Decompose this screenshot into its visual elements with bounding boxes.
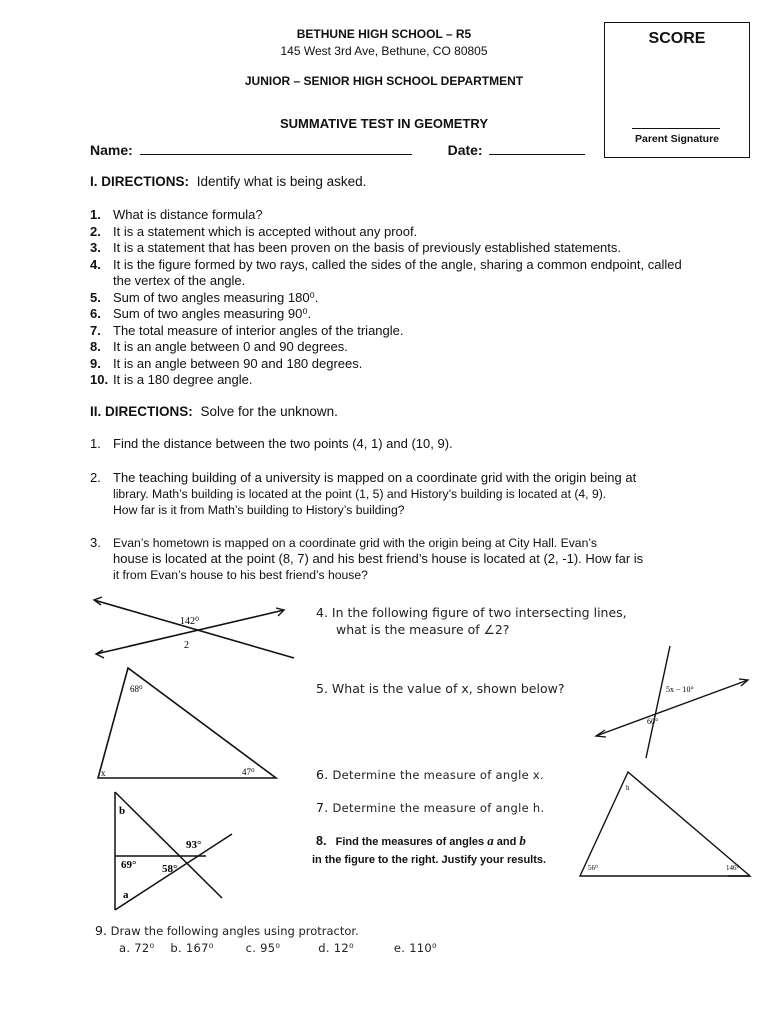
- list-item: 8. It is an angle between 0 and 90 degrees.: [90, 339, 348, 354]
- angle-47-label: 47⁰: [242, 767, 255, 777]
- angle-a-label: a: [123, 889, 129, 901]
- angle-58-label: 58°: [162, 863, 178, 875]
- list-item: 7. The total measure of interior angles of the triangle.: [90, 322, 404, 338]
- problem-6: 6. Determine the measure of angle x.: [316, 767, 544, 782]
- angle-68-label: 68⁰: [130, 684, 143, 694]
- option-e: e. 110⁰: [393, 941, 437, 955]
- signature-line: [632, 128, 720, 129]
- date-field[interactable]: [489, 142, 585, 155]
- list-item: 1. What is distance formula?: [90, 207, 263, 222]
- problem-1: 1. Find the distance between the two points (4, 1) and (10, 9).: [90, 436, 453, 451]
- part2-directions: [90, 404, 338, 419]
- angle-142-label: 142⁰: [180, 616, 200, 627]
- fig-crossing-lines-5x: [594, 640, 754, 760]
- fig-triangle-68-47: [92, 664, 282, 784]
- angle-2-label: 2: [184, 640, 189, 651]
- part1-directions: [90, 174, 366, 189]
- angle-93-label: 93°: [186, 839, 202, 851]
- problem-8: 8. Find the measures of angles a and b in the figure to the right. Justify your results.: [312, 833, 547, 866]
- angle-h-label: h: [626, 784, 630, 792]
- department: JUNIOR – SENIOR HIGH SCHOOL DEPARTMENT: [244, 74, 524, 88]
- school-name: BETHUNE HIGH SCHOOL – R5: [296, 27, 472, 41]
- option-c: c. 95⁰: [245, 941, 281, 955]
- problem-9: 9. Draw the following angles using protractor. a. 72⁰ b. 167⁰ c. 95⁰ d. 12⁰ e. 110⁰: [95, 923, 437, 955]
- list-item: 6. Sum of two angles measuring 90⁰.: [90, 306, 312, 321]
- angle-b-label: b: [119, 805, 126, 817]
- angle-146-label: 146⁰: [726, 864, 740, 872]
- problem-7: 7. Determine the measure of angle h.: [316, 800, 545, 815]
- angle-56-label: 56⁰: [588, 864, 598, 872]
- problem-2: 2. The teaching building of a university is mapped on a coordinate grid with the origin being at library. Math’s building is located at the point (1, 5) and History’s building is located at (4, 9). How far is it from Math’s building to History’s building?: [90, 470, 637, 517]
- option-a: a. 72⁰: [119, 941, 155, 955]
- list-item: 5. Sum of two angles measuring 180⁰.: [90, 289, 319, 305]
- part2-instruction: Solve for the unknown.: [200, 404, 338, 419]
- school-address: 145 West 3rd Ave, Bethune, CO 80805: [280, 44, 488, 58]
- problem-4: 4. In the following figure of two intersecting lines, what is the measure of ∠2?: [316, 605, 627, 637]
- angle-69-label: 69°: [121, 859, 137, 871]
- expr-5x-label: 5x − 10°: [666, 685, 694, 694]
- list-item: 4. It is the figure formed by two rays, called the sides of the angle, sharing a common endpoint, called the vertex of the angle.: [90, 256, 682, 288]
- problem-5: 5. What is the value of x, shown below?: [316, 681, 565, 696]
- part1-list: [90, 207, 690, 389]
- name-label: Name:: [90, 142, 133, 158]
- parent-signature-label: Parent Signature: [634, 133, 720, 145]
- fig-intersecting-lines: [88, 592, 298, 662]
- list-item: 3. It is a statement that has been proven on the basis of previously established statements.: [90, 240, 622, 255]
- problem-3: 3. Evan’s hometown is mapped on a coordinate grid with the origin being at City Hall. Evan’s house is located at the point (8, 7) and his best friend’s house is located at (2, -1). How far is it from Evan’s house to his best friend’s house?: [90, 535, 644, 582]
- fig-triangle-69-58-93: [110, 790, 240, 912]
- list-item: 2. It is a statement which is accepted without any proof.: [90, 223, 418, 239]
- angle-x-label: x: [101, 768, 106, 778]
- list-item: 9. It is an angle between 90 and 180 degrees.: [90, 355, 363, 371]
- fig-triangle-h: [576, 768, 752, 880]
- part2-heading: II. DIRECTIONS:: [90, 404, 193, 419]
- angle-60-label: 60°: [647, 717, 659, 726]
- name-date-row: [90, 142, 585, 158]
- list-item: 10. It is a 180 degree angle.: [90, 372, 253, 387]
- option-b: b. 167⁰: [170, 941, 214, 955]
- option-d: d. 12⁰: [318, 941, 354, 955]
- part1-heading: I. DIRECTIONS:: [90, 174, 190, 189]
- name-field[interactable]: [140, 142, 412, 155]
- score-title: SCORE: [648, 30, 706, 47]
- date-label: Date:: [447, 142, 483, 158]
- part1-instruction: Identify what is being asked.: [196, 174, 367, 189]
- test-title: SUMMATIVE TEST IN GEOMETRY: [279, 116, 488, 131]
